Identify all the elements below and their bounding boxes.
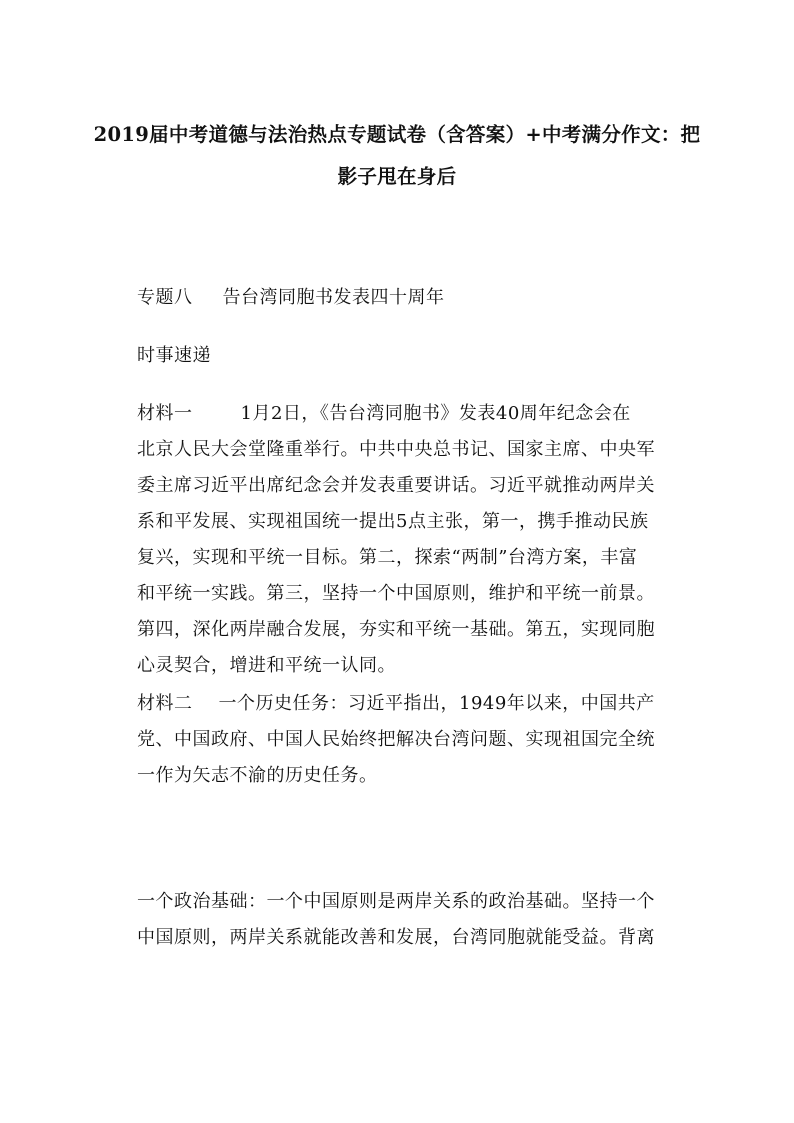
section-topic: 告台湾同胞书发表四十周年 bbox=[222, 287, 445, 308]
material-two-line-1: 材料二 一个历史任务：习近平指出，1949年以来，中国共产 bbox=[137, 693, 655, 714]
material-one-paragraph bbox=[137, 396, 663, 684]
material-two-line-3: 一作为矢志不渝的历史任务。 bbox=[137, 765, 378, 786]
material-one-line-6: 和平统一实践。第三，坚持一个中国原则，维护和平统一前景。 bbox=[137, 583, 655, 604]
material-one-line-3: 委主席习近平出席纪念会并发表重要讲话。习近平就推动两岸关 bbox=[137, 475, 655, 496]
political-basis-line-1: 一个政治基础：一个中国原则是两岸关系的政治基础。坚持一个 bbox=[137, 891, 655, 912]
material-two-paragraph bbox=[137, 686, 663, 794]
material-one-line-7: 第四，深化两岸融合发展，夯实和平统一基础。第五，实现同胞 bbox=[137, 619, 655, 640]
subheading bbox=[137, 338, 663, 374]
political-basis-paragraph bbox=[137, 884, 663, 956]
material-two-line-2: 党、中国政府、中国人民始终把解决台湾问题、实现祖国完全统 bbox=[137, 729, 655, 750]
material-one-line-5: 复兴，实现和平统一目标。第二，探索“两制”台湾方案，丰富 bbox=[137, 547, 638, 568]
material-one-line-1: 材料一 1月2日，《告台湾同胞书》发表40周年纪念会在 bbox=[137, 403, 631, 424]
section-label: 专题八 bbox=[137, 287, 193, 308]
subheading-text: 时事速递 bbox=[137, 345, 211, 366]
title-line-2: 影子甩在身后 bbox=[337, 165, 457, 188]
material-one-line-4: 系和平发展、实现祖国统一提出5点主张，第一，携手推动民族 bbox=[137, 511, 649, 532]
material-one-line-8: 心灵契合，增进和平统一认同。 bbox=[137, 655, 396, 676]
title-line-1: 2019届中考道德与法治热点专题试卷（含答案）+中考满分作文：把 bbox=[93, 123, 701, 146]
section-heading bbox=[137, 280, 663, 316]
document-title bbox=[60, 114, 734, 198]
political-basis-line-2: 中国原则，两岸关系就能改善和发展，台湾同胞就能受益。背离 bbox=[137, 927, 655, 948]
material-two-label: 材料二 bbox=[137, 693, 193, 714]
material-one-label: 材料一 bbox=[137, 403, 193, 424]
material-one-line-2: 北京人民大会堂隆重举行。中共中央总书记、国家主席、中央军 bbox=[137, 439, 655, 460]
